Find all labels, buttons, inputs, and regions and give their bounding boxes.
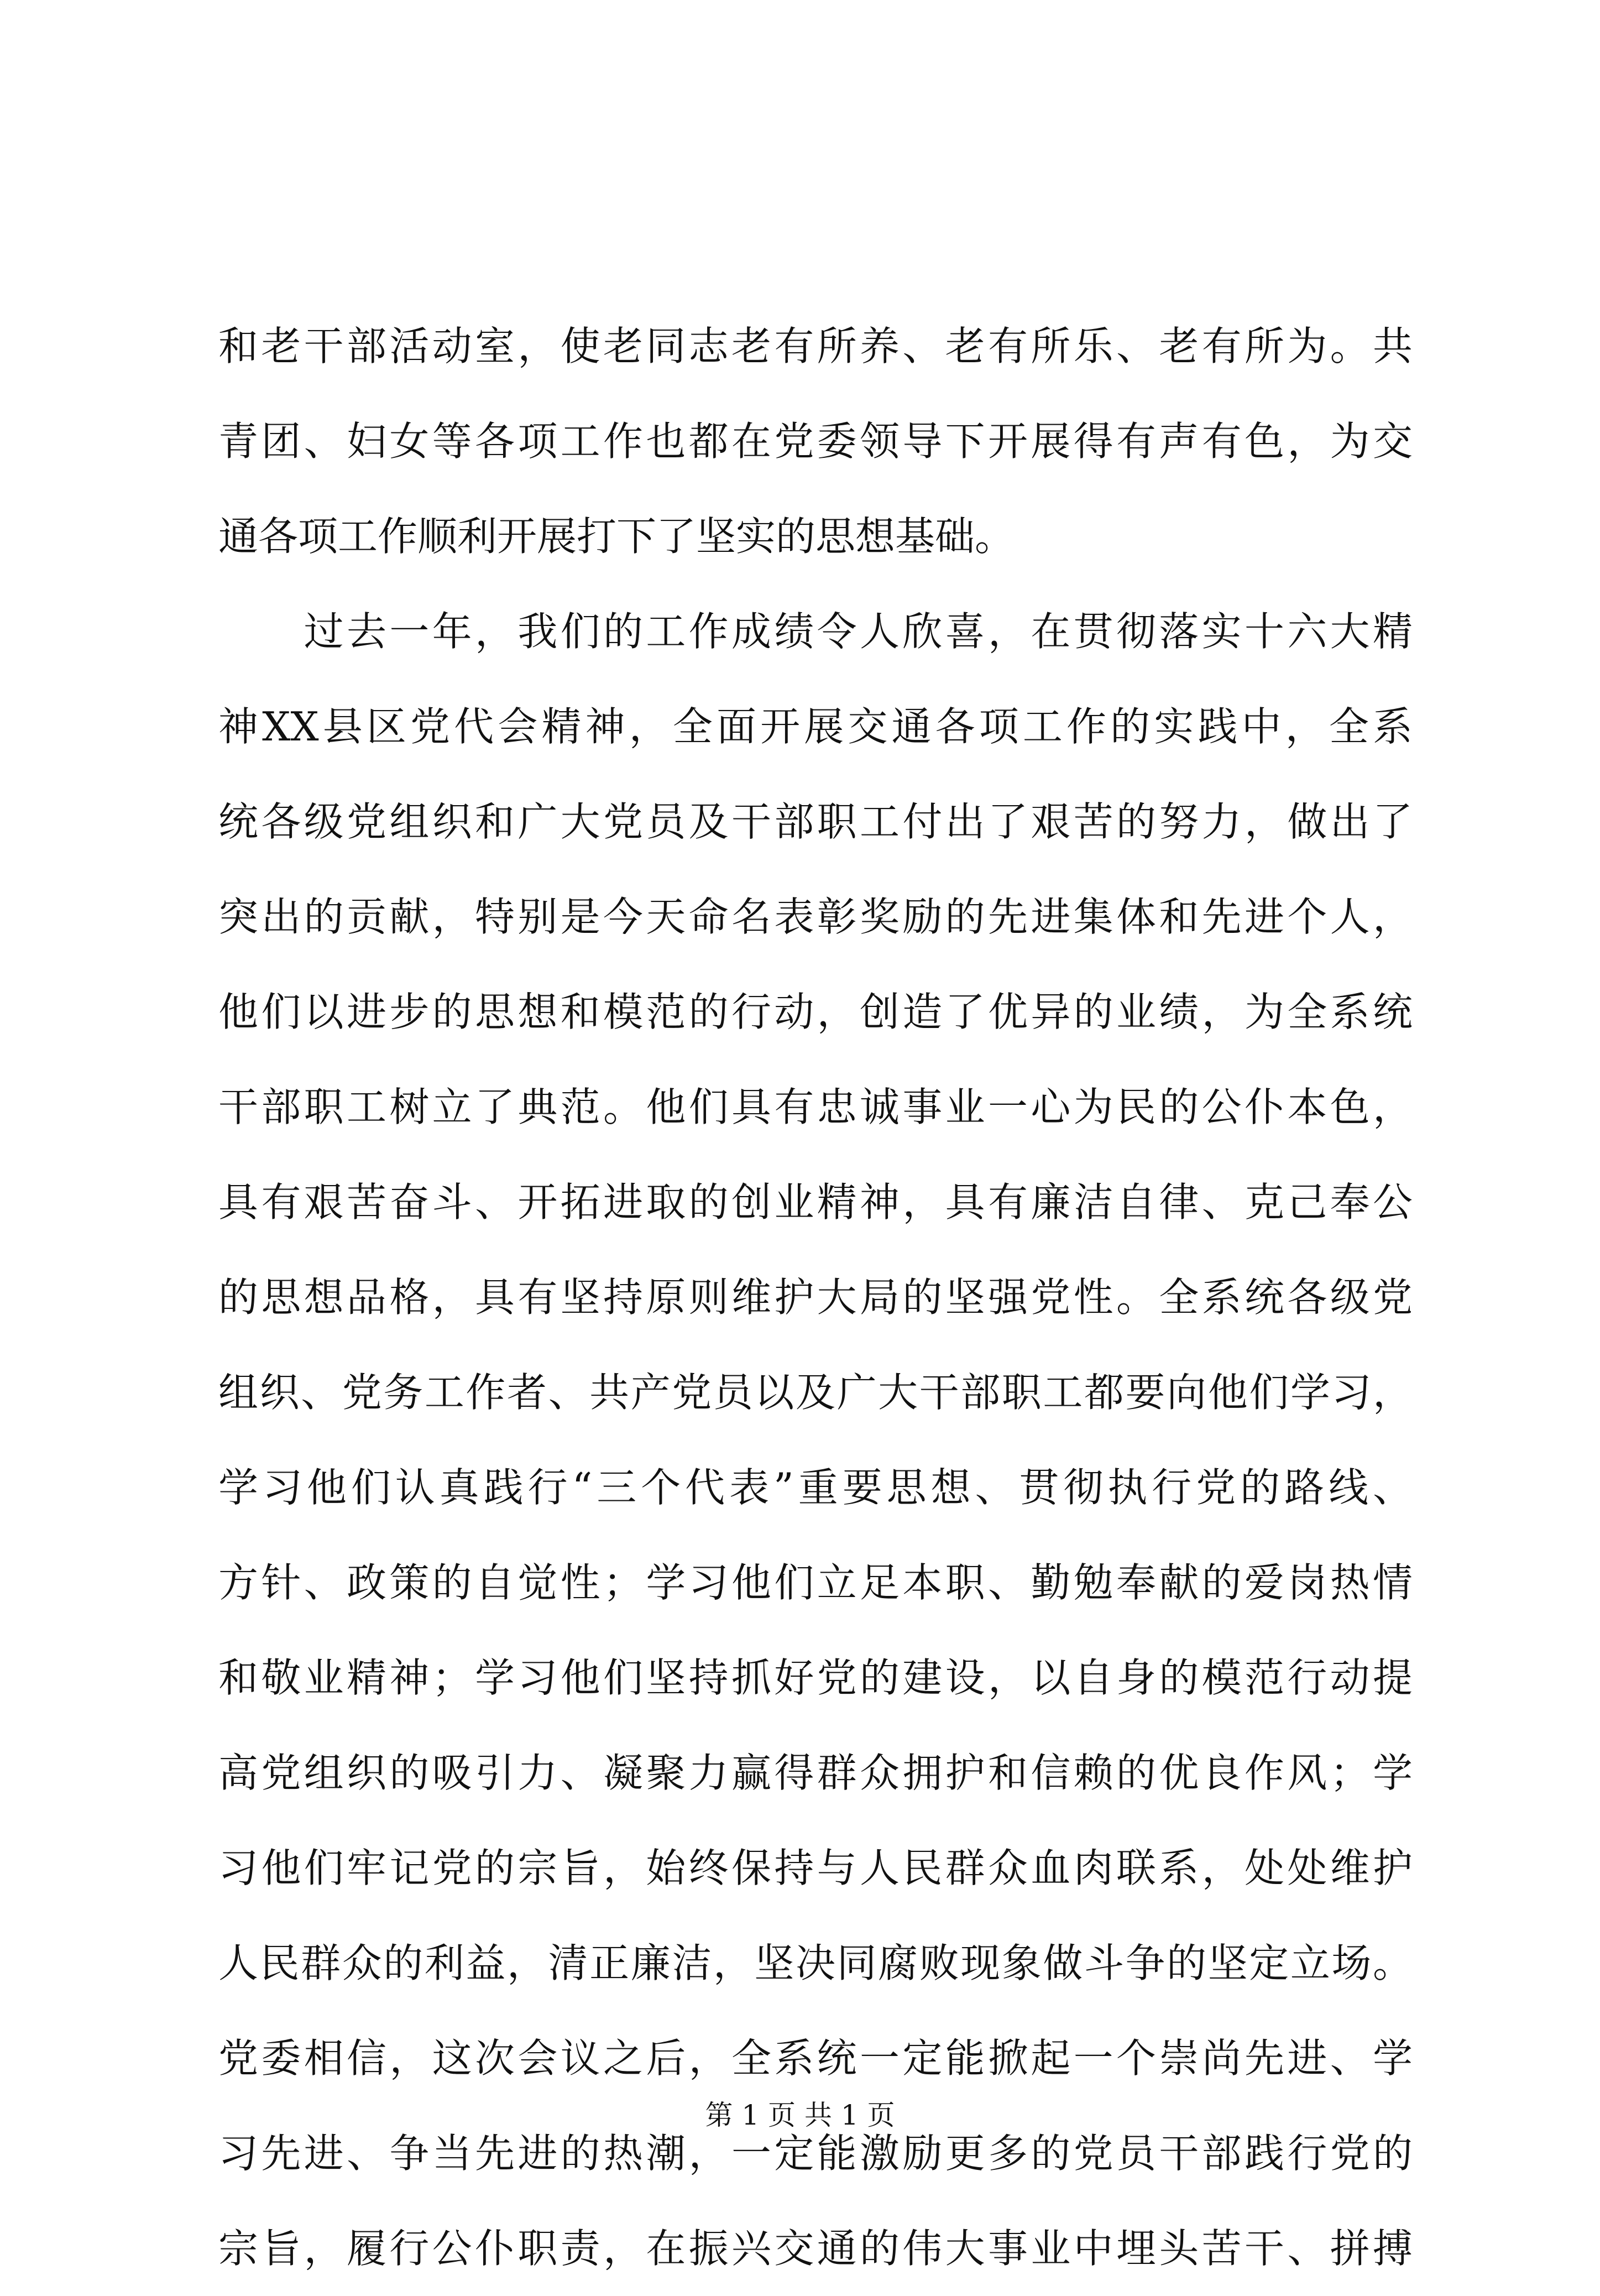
text-line: 通各项工作顺利开展打下了坚实的思想基础。 [218, 513, 1015, 560]
text-line: 习先进、争当先进的热潮，一定能激励更多的党员干部践行党的 [218, 2130, 1413, 2177]
text-line: 他们以进步的思想和模范的行动，创造了优异的业绩，为全系统 [218, 989, 1413, 1035]
text-line: 人民群众的利益，清正廉洁，坚决同腐败现象做斗争的坚定立场。 [218, 1940, 1413, 1986]
text-line: 突出的贡献，特别是今天命名表彰奖励的先进集体和先进个人， [218, 894, 1413, 940]
page-number-footer: 第 1 页 共 1 页 [705, 2099, 895, 2131]
text-line: 统各级党组织和广大党员及干部职工付出了艰苦的努力，做出了 [218, 799, 1413, 845]
text-line: 过去一年，我们的工作成绩令人欣喜，在贯彻落实十六大精 [218, 608, 1413, 655]
text-line: 宗旨，履行公仆职责，在振兴交通的伟大事业中埋头苦干、拼搏 [218, 2225, 1413, 2272]
text-line: 和敬业精神；学习他们坚持抓好党的建设，以自身的模范行动提 [218, 1655, 1413, 1701]
text-line: 学习他们认真践行“三个代表”重要思想、贯彻执行党的路线、 [218, 1464, 1413, 1511]
text-line: 和老干部活动室，使老同志老有所养、老有所乐、老有所为。共 [218, 323, 1413, 369]
document-body [218, 299, 1413, 2296]
text-line: 组织、党务工作者、共产党员以及广大干部职工都要向他们学习， [218, 1369, 1413, 1416]
text-line: 具有艰苦奋斗、开拓进取的创业精神，具有廉洁自律、克己奉公 [218, 1179, 1413, 1225]
text-line: 干部职工树立了典范。他们具有忠诚事业一心为民的公仆本色， [218, 1084, 1413, 1130]
text-line: 方针、政策的自觉性；学习他们立足本职、勤勉奉献的爱岗热情 [218, 1559, 1413, 1606]
text-line: 青团、妇女等各项工作也都在党委领导下开展得有声有色，为交 [218, 418, 1413, 465]
text-line: 神XX县区党代会精神，全面开展交通各项工作的实践中，全系 [218, 703, 1413, 750]
text-line: 习他们牢记党的宗旨，始终保持与人民群众血肉联系，处处维护 [218, 1845, 1413, 1891]
text-line: 的思想品格，具有坚持原则维护大局的坚强党性。全系统各级党 [218, 1274, 1413, 1321]
text-line: 高党组织的吸引力、凝聚力赢得群众拥护和信赖的优良作风；学 [218, 1750, 1413, 1796]
text-line: 党委相信，这次会议之后，全系统一定能掀起一个崇尚先进、学 [218, 2035, 1413, 2081]
